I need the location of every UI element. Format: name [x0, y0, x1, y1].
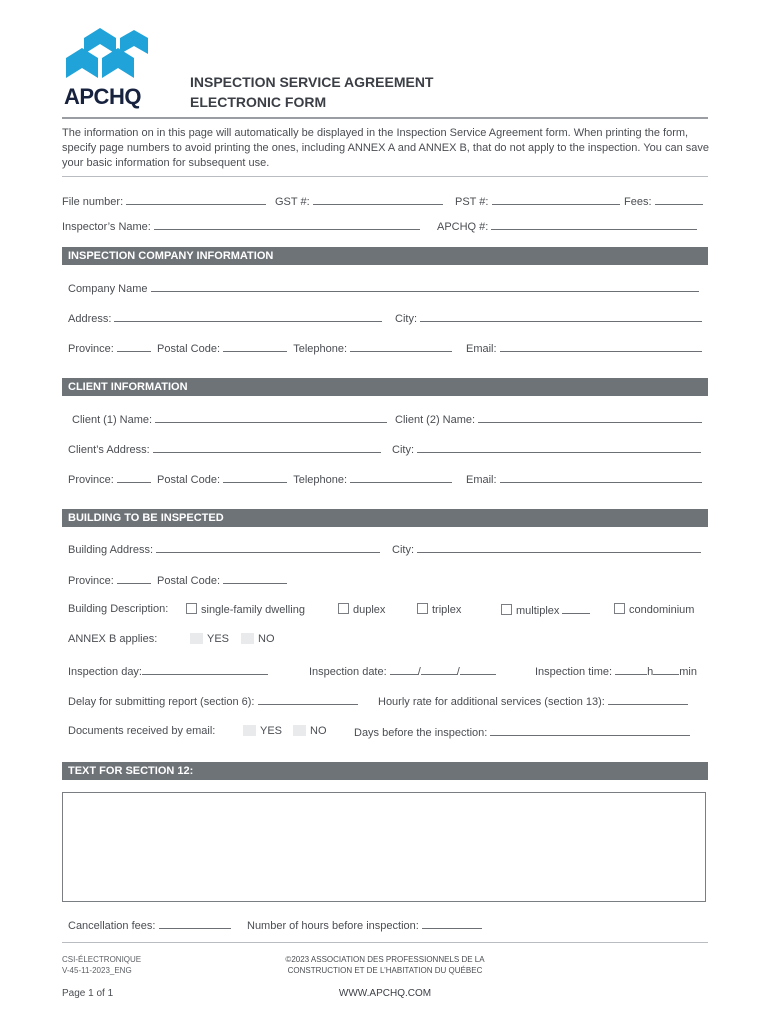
pst-field[interactable]: [492, 194, 620, 205]
company-name-field[interactable]: [151, 281, 699, 292]
company-province-row: [68, 341, 452, 355]
condominium-checkbox[interactable]: [614, 603, 625, 614]
intro-text: The information on in this page will automatically be displayed in the Inspection Service Agreement form. When printing the form, specify page numbers to avoid printing the ones, including ANNEX A and ANNEX B, that do not apply to the inspection. You can save your basic information for subsequent use.: [62, 127, 709, 169]
delay-field[interactable]: [258, 694, 358, 705]
hourly-rate-label: Hourly rate for additional services (section 13):: [378, 696, 605, 708]
fees-label: Fees:: [624, 196, 652, 208]
company-address-label: Address:: [68, 313, 112, 325]
annex-b-no-label: NO: [258, 633, 275, 645]
inspector-field[interactable]: [154, 219, 420, 230]
file-number-row: [62, 194, 266, 208]
company-postal-label: Postal Code:: [157, 343, 221, 355]
client-postal-field[interactable]: [223, 472, 287, 483]
client-postal-label: Postal Code:: [157, 474, 221, 486]
inspection-time-row: [535, 664, 697, 678]
company-city-field[interactable]: [420, 311, 702, 322]
client1-field[interactable]: [155, 412, 387, 423]
company-email-label: Email:: [466, 343, 497, 355]
form-code-line1: CSI-ÉLECTRONIQUE: [62, 955, 142, 964]
section12-header: TEXT FOR SECTION 12:: [62, 762, 708, 780]
inspection-date-label: Inspection date:: [309, 666, 387, 678]
gst-label: GST #:: [275, 196, 310, 208]
annex-b-yes-label: YES: [207, 633, 230, 645]
multiplex-units-field[interactable]: [562, 603, 590, 614]
minute-suffix: min: [679, 666, 697, 678]
fees-row: [624, 194, 703, 208]
single-family-checkbox[interactable]: [186, 603, 197, 614]
building-city-label: City:: [392, 544, 414, 556]
inspection-minute-field[interactable]: [653, 664, 679, 675]
building-section-header: BUILDING TO BE INSPECTED: [62, 509, 708, 527]
company-province-label: Province:: [68, 343, 114, 355]
inspection-time-label: Inspection time:: [535, 666, 613, 678]
header-divider: [62, 117, 708, 119]
date-separator-1: /: [417, 666, 421, 678]
hourly-rate-row: [378, 694, 688, 708]
logo-text: APCHQ: [64, 84, 141, 109]
inspection-day-row: [68, 664, 268, 678]
company-province-field[interactable]: [117, 341, 151, 352]
hours-before-row: [247, 918, 482, 932]
opt-condominium[interactable]: [614, 603, 694, 616]
hour-suffix: h: [647, 666, 654, 678]
docs-email-no-label: NO: [310, 725, 327, 737]
client1-row: [72, 412, 387, 426]
client-city-field[interactable]: [417, 442, 701, 453]
hours-before-field[interactable]: [422, 918, 482, 929]
company-email-field[interactable]: [500, 341, 702, 352]
company-telephone-label: Telephone:: [293, 343, 348, 355]
docs-email-yes-label: YES: [260, 725, 283, 737]
inspection-hour-field[interactable]: [615, 664, 647, 675]
client-address-field[interactable]: [153, 442, 381, 453]
client-section-header: CLIENT INFORMATION: [62, 378, 708, 396]
annex-b-label: ANNEX B applies:: [68, 633, 158, 645]
building-city-field[interactable]: [417, 542, 701, 553]
company-section-header: INSPECTION COMPANY INFORMATION: [62, 247, 708, 265]
cancellation-field[interactable]: [159, 918, 231, 929]
single-family-label: single-family dwelling: [201, 604, 305, 616]
duplex-label: duplex: [353, 604, 386, 616]
company-address-field[interactable]: [114, 311, 382, 322]
opt-single-family[interactable]: [186, 603, 305, 616]
page-number: Page 1 of 1: [62, 988, 114, 999]
client-province-row: [68, 472, 452, 486]
client-city-label: City:: [392, 444, 414, 456]
condominium-label: condominium: [629, 604, 695, 616]
inspection-day-field[interactable]: [142, 664, 268, 675]
docs-email-no[interactable]: [293, 725, 327, 737]
association-text: [255, 954, 515, 976]
client-email-row: [466, 472, 702, 486]
client-province-label: Province:: [68, 474, 114, 486]
building-province-row: [68, 573, 287, 587]
file-number-label: File number:: [62, 196, 124, 208]
company-address-row: [68, 311, 382, 325]
fees-field[interactable]: [655, 194, 703, 205]
opt-triplex[interactable]: [417, 603, 461, 616]
company-city-label: City:: [395, 313, 417, 325]
building-address-field[interactable]: [156, 542, 380, 553]
form-title: [190, 72, 433, 112]
building-province-label: Province:: [68, 575, 114, 587]
building-address-label: Building Address:: [68, 544, 153, 556]
annex-b-no-checkbox[interactable]: [241, 633, 254, 644]
client-province-field[interactable]: [117, 472, 151, 483]
company-postal-field[interactable]: [223, 341, 287, 352]
days-before-row: [354, 725, 690, 739]
title-line-2: ELECTRONIC FORM: [190, 94, 327, 110]
docs-email-no-checkbox[interactable]: [293, 725, 306, 736]
pst-row: [455, 194, 620, 208]
company-city-row: [395, 311, 702, 325]
pst-label: PST #:: [455, 196, 489, 208]
triplex-checkbox[interactable]: [417, 603, 428, 614]
company-name-label: Company Name: [68, 283, 148, 295]
form-code: [62, 954, 141, 976]
building-province-field[interactable]: [117, 573, 151, 584]
form-code-line2: V-45-11-2023_ENG: [62, 966, 132, 975]
delay-row: [68, 694, 358, 708]
apchq-no-field[interactable]: [491, 219, 697, 230]
client2-row: [395, 412, 702, 426]
company-name-row: [68, 281, 699, 295]
opt-duplex[interactable]: [338, 603, 385, 616]
multiplex-checkbox[interactable]: [501, 604, 512, 615]
inspection-date-row: [309, 664, 496, 678]
annex-b-yes-checkbox[interactable]: [190, 633, 203, 644]
footer-divider: [62, 942, 708, 943]
inspection-date-day-field[interactable]: [390, 664, 418, 675]
title-line-1: INSPECTION SERVICE AGREEMENT: [190, 74, 434, 90]
date-separator-2: /: [456, 666, 460, 678]
association-line2: CONSTRUCTION ET DE L’HABITATION DU QUÉBEC: [287, 966, 483, 975]
client1-label: Client (1) Name:: [72, 414, 153, 426]
multiplex-label: multiplex: [516, 605, 560, 617]
annex-b-no[interactable]: [241, 633, 275, 645]
duplex-checkbox[interactable]: [338, 603, 349, 614]
opt-multiplex[interactable]: [501, 603, 590, 617]
client-address-label: Client’s Address:: [68, 444, 150, 456]
client2-label: Client (2) Name:: [395, 414, 476, 426]
inspection-date-year-field[interactable]: [460, 664, 496, 675]
apchq-no-label: APCHQ #:: [437, 221, 489, 233]
client-telephone-label: Telephone:: [293, 474, 348, 486]
client-address-row: [68, 442, 381, 456]
cancellation-row: [68, 918, 231, 932]
client-telephone-field[interactable]: [350, 472, 452, 483]
triplex-label: triplex: [432, 604, 462, 616]
cancellation-label: Cancellation fees:: [68, 920, 156, 932]
gst-row: [275, 194, 443, 208]
building-description-label: Building Description:: [68, 603, 169, 615]
hourly-rate-field[interactable]: [608, 694, 688, 705]
inspector-row: [62, 219, 420, 233]
client-email-label: Email:: [466, 474, 497, 486]
docs-email-label: Documents received by email:: [68, 725, 216, 737]
building-postal-field[interactable]: [223, 573, 287, 584]
client-email-field[interactable]: [500, 472, 702, 483]
section12-textarea[interactable]: [62, 792, 706, 902]
annex-b-yes[interactable]: [190, 633, 229, 645]
company-email-row: [466, 341, 702, 355]
website-link[interactable]: WWW.APCHQ.COM: [338, 988, 432, 999]
inspection-date-month-field[interactable]: [421, 664, 457, 675]
association-line1: ©2023 ASSOCIATION DES PROFESSIONNELS DE LA: [285, 955, 485, 964]
client2-field[interactable]: [478, 412, 702, 423]
company-telephone-field[interactable]: [350, 341, 452, 352]
inspector-label: Inspector’s Name:: [62, 221, 151, 233]
building-city-row: [392, 542, 701, 556]
docs-email-yes-checkbox[interactable]: [243, 725, 256, 736]
inspection-day-label: Inspection day:: [68, 666, 142, 678]
days-before-field[interactable]: [490, 725, 690, 736]
apchq-no-row: [437, 219, 697, 233]
docs-email-yes[interactable]: [243, 725, 282, 737]
client-city-row: [392, 442, 701, 456]
building-address-row: [68, 542, 380, 556]
hours-before-label: Number of hours before inspection:: [247, 920, 419, 932]
file-number-field[interactable]: [126, 194, 266, 205]
gst-field[interactable]: [313, 194, 443, 205]
building-postal-label: Postal Code:: [157, 575, 221, 587]
days-before-label: Days before the inspection:: [354, 727, 488, 739]
intro-divider: [62, 176, 708, 177]
delay-label: Delay for submitting report (section 6):: [68, 696, 255, 708]
